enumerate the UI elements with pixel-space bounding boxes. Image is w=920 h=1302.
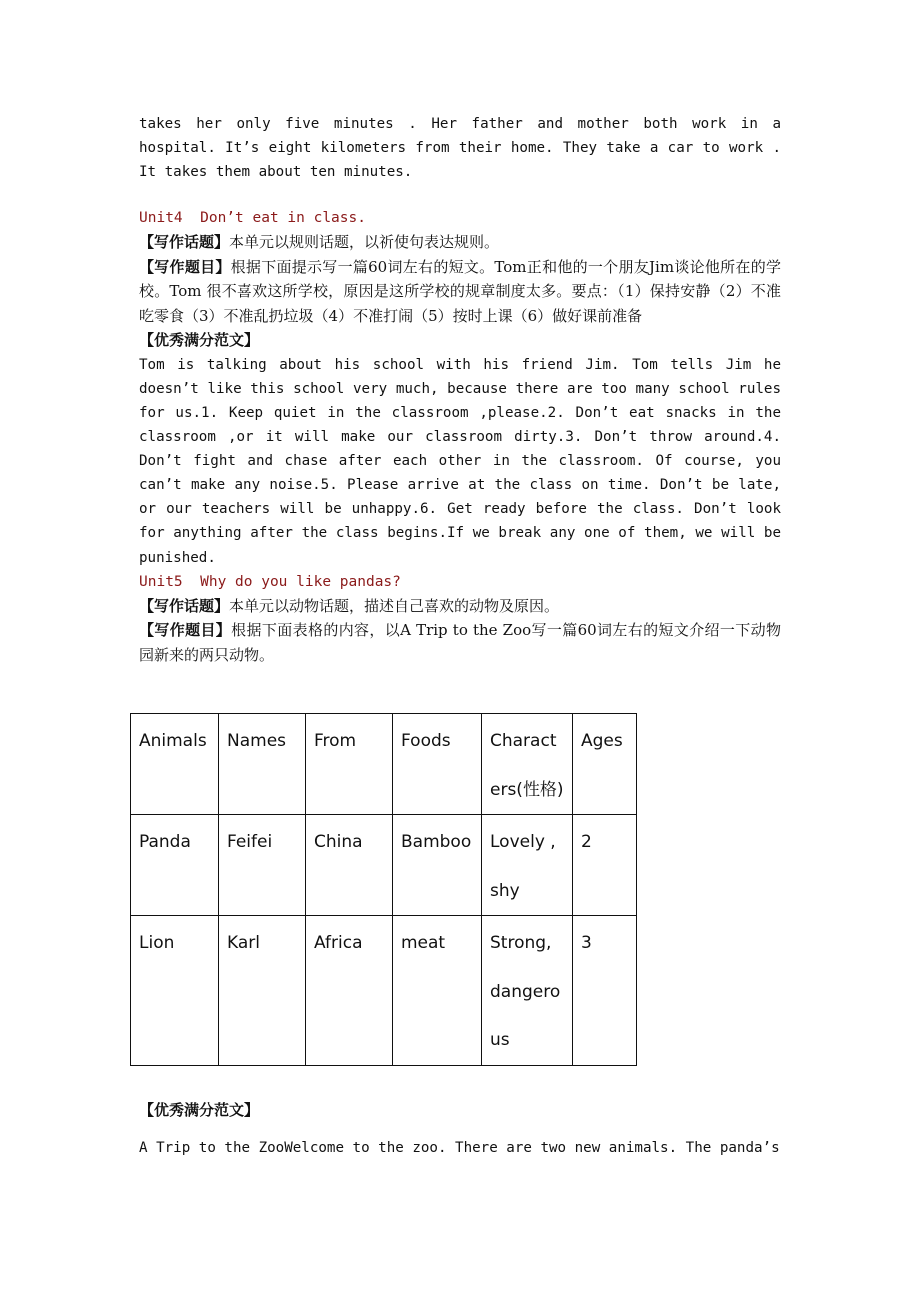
table-cell: Lion: [131, 916, 219, 1066]
spacer: [139, 184, 781, 206]
unit5-prompt-text: 根据下面表格的内容，以A Trip to the Zoo写一篇60词左右的短文介绍一下动物园新来的两只动物。: [139, 621, 781, 664]
document-body: [139, 112, 781, 667]
table-cell: meat: [393, 916, 482, 1066]
unit5-model-label: 【优秀满分范文】: [139, 1101, 260, 1119]
table-cell: Africa: [306, 916, 393, 1066]
unit5-prompt: [139, 618, 781, 667]
table-header-cell: Ages: [573, 714, 637, 815]
unit4-title: Unit4 Don’t eat in class.: [139, 210, 366, 227]
table-cell: Strong, dangerous: [482, 916, 573, 1066]
table-header-cell: Characters(性格): [482, 714, 573, 815]
unit4-prompt-label: 【写作题目】: [139, 257, 231, 276]
unit4-model-label: 【优秀满分范文】: [139, 331, 260, 350]
table-cell: China: [306, 815, 393, 916]
table-cell: 3: [573, 916, 637, 1066]
table-header-cell: From: [306, 714, 393, 815]
unit5-topic: [139, 594, 781, 619]
unit5-topic-text: 本单元以动物话题，描述自己喜欢的动物及原因。: [229, 596, 560, 615]
table-cell: Panda: [131, 815, 219, 916]
table-header-cell: Foods: [393, 714, 482, 815]
unit5-topic-label: 【写作话题】: [139, 596, 230, 615]
table-row: [131, 815, 637, 916]
unit4-prompt-text: 根据下面提示写一篇60词左右的短文。Tom正和他的一个朋友Jim谈论他所在的学校。Tom 很不喜欢这所学校，原因是这所学校的规章制度太多。要点：（1）保持安静（2）不准吃零食（3）不准乱扔垃圾（4）不准打闹（5）按时上课（6）做好课前准备: [139, 257, 781, 325]
intro-paragraph: takes her only five minutes . Her father and mother both work in a hospital. It’s eight kilometers from their home. They take a car to work . It takes them about ten minutes.: [139, 116, 781, 181]
unit4-topic-text: 本单元以规则话题，以祈使句表达规则。: [229, 233, 500, 252]
table-header-row: [131, 714, 637, 815]
unit4-topic-label: 【写作话题】: [139, 233, 230, 252]
table-cell: Bamboo: [393, 815, 482, 916]
table-cell: 2: [573, 815, 637, 916]
unit5-title: Unit5 Why do you like pandas?: [139, 573, 401, 590]
unit4-model-heading: [139, 328, 781, 353]
table-row: [131, 916, 637, 1066]
table-cell: Lovely ,shy: [482, 815, 573, 916]
table-cell: Karl: [219, 916, 306, 1066]
table-header-cell: Names: [219, 714, 306, 815]
table-cell: Feifei: [219, 815, 306, 916]
animals-table: [130, 713, 637, 1066]
unit5-prompt-label: 【写作题目】: [139, 621, 232, 640]
table-header-cell: Animals: [131, 714, 219, 815]
unit4-model-essay: Tom is talking about his school with his friend Jim. Tom tells Jim he doesn’t like this school very much, because there are too many school rules for us.1. Keep quiet in the classroom ,please.2. Don’t eat snacks in the classroom ,or it will make our classroom dirty.3. Don’t throw around.4. Don’t fight and chase after each other in the classroom. Of course, you can’t make any noise.5. Please arrive at the class on time. Don’t be late, or our teachers will be unhappy.6. Get ready before the class. Don’t look for anything after the class begins.If we break any one of them, we will be punished.: [139, 356, 781, 566]
unit4-topic: [139, 230, 781, 255]
unit4-prompt: [139, 255, 781, 329]
unit5-model-essay: A Trip to the ZooWelcome to the zoo. There are two new animals. The panda’s: [139, 1140, 780, 1156]
